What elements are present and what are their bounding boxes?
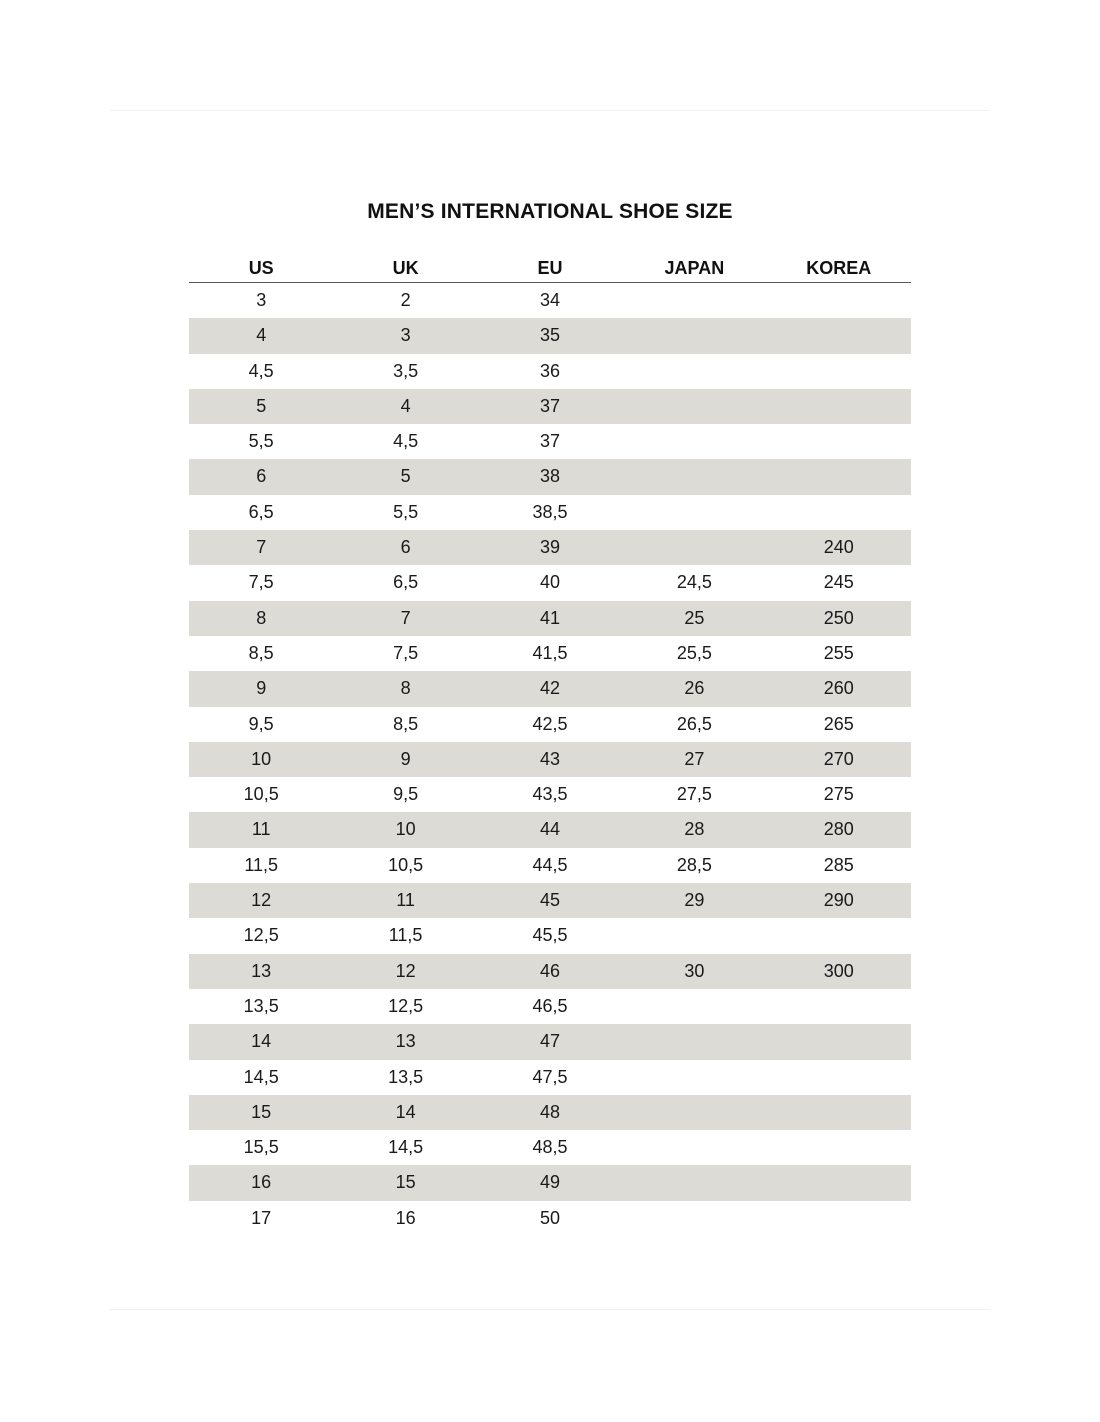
cell-eu: 44 xyxy=(539,819,560,840)
cell-korea xyxy=(767,1201,911,1236)
cell-us: 6,5 xyxy=(248,501,274,522)
table-row xyxy=(189,777,911,812)
cell-japan xyxy=(622,495,766,530)
cell-eu: 43 xyxy=(539,748,560,769)
table-row xyxy=(189,283,911,318)
cell-japan xyxy=(622,318,766,353)
cell-korea xyxy=(767,989,911,1024)
cell-japan xyxy=(622,1024,766,1059)
table-body xyxy=(189,283,911,1236)
cell-us: 8 xyxy=(256,607,267,628)
table-row xyxy=(189,530,911,565)
table-row xyxy=(189,459,911,494)
cell-uk: 4,5 xyxy=(393,431,419,452)
table-row xyxy=(189,812,911,847)
cell-korea: 255 xyxy=(823,642,854,663)
cell-japan xyxy=(622,918,766,953)
table-row xyxy=(189,495,911,530)
cell-uk: 5,5 xyxy=(393,501,419,522)
cell-japan: 25 xyxy=(684,607,705,628)
cell-korea xyxy=(767,354,911,389)
cell-japan xyxy=(622,1165,766,1200)
cell-eu: 47 xyxy=(539,1031,560,1052)
cell-eu: 50 xyxy=(539,1207,560,1228)
cell-eu: 39 xyxy=(539,537,560,558)
cell-uk: 6,5 xyxy=(393,572,419,593)
cell-uk: 15 xyxy=(395,1172,416,1193)
cell-korea xyxy=(767,1130,911,1165)
cell-uk: 14 xyxy=(395,1101,416,1122)
table-row xyxy=(189,883,911,918)
cell-japan xyxy=(622,989,766,1024)
cell-uk: 10 xyxy=(395,819,416,840)
cell-eu: 35 xyxy=(539,325,560,346)
cell-eu: 41 xyxy=(539,607,560,628)
cell-us: 5,5 xyxy=(248,431,274,452)
cell-uk: 3,5 xyxy=(393,360,419,381)
cell-japan xyxy=(622,1060,766,1095)
cell-eu: 37 xyxy=(539,395,560,416)
table-row xyxy=(189,1130,911,1165)
cell-us: 8,5 xyxy=(248,642,274,663)
table-row xyxy=(189,1060,911,1095)
cell-us: 14 xyxy=(251,1031,272,1052)
page-top-rule xyxy=(110,110,990,111)
cell-eu: 42 xyxy=(539,678,560,699)
cell-eu: 45 xyxy=(539,890,560,911)
cell-us: 12 xyxy=(251,890,272,911)
cell-uk: 3 xyxy=(400,325,411,346)
cell-japan: 29 xyxy=(684,890,705,911)
column-header-japan: JAPAN xyxy=(664,258,725,278)
cell-korea xyxy=(767,389,911,424)
column-header-korea: KOREA xyxy=(806,258,872,278)
cell-uk: 13 xyxy=(395,1031,416,1052)
cell-eu: 36 xyxy=(539,360,560,381)
page-bottom-rule xyxy=(110,1309,990,1310)
cell-uk: 9 xyxy=(400,748,411,769)
cell-eu: 41,5 xyxy=(532,642,568,663)
table-row xyxy=(189,354,911,389)
cell-us: 10,5 xyxy=(243,784,279,805)
cell-us: 15 xyxy=(251,1101,272,1122)
cell-uk: 12 xyxy=(395,960,416,981)
cell-us: 6 xyxy=(256,466,267,487)
cell-uk: 12,5 xyxy=(388,995,424,1016)
cell-japan xyxy=(622,1201,766,1236)
cell-japan: 26 xyxy=(684,678,705,699)
size-table xyxy=(189,250,911,1236)
cell-us: 11 xyxy=(251,819,271,840)
cell-japan: 24,5 xyxy=(676,572,712,593)
cell-japan xyxy=(622,459,766,494)
cell-korea: 265 xyxy=(823,713,854,734)
cell-japan xyxy=(622,1130,766,1165)
cell-us: 4,5 xyxy=(248,360,274,381)
table-row xyxy=(189,565,911,600)
cell-uk: 11,5 xyxy=(388,925,423,946)
table-row xyxy=(189,989,911,1024)
cell-korea xyxy=(767,495,911,530)
cell-us: 9 xyxy=(256,678,267,699)
cell-eu: 37 xyxy=(539,431,560,452)
cell-korea: 275 xyxy=(823,784,854,805)
cell-us: 4 xyxy=(256,325,267,346)
cell-eu: 40 xyxy=(539,572,560,593)
cell-us: 7 xyxy=(256,537,267,558)
cell-uk: 14,5 xyxy=(388,1137,424,1158)
cell-eu: 46 xyxy=(539,960,560,981)
cell-japan: 28,5 xyxy=(676,854,712,875)
cell-us: 5 xyxy=(256,395,267,416)
cell-japan xyxy=(622,389,766,424)
table-row xyxy=(189,848,911,883)
cell-korea xyxy=(767,1165,911,1200)
cell-korea: 240 xyxy=(823,537,854,558)
cell-japan xyxy=(622,354,766,389)
cell-us: 15,5 xyxy=(243,1137,279,1158)
table-row xyxy=(189,918,911,953)
table-row xyxy=(189,954,911,989)
cell-eu: 34 xyxy=(539,290,560,310)
cell-korea: 250 xyxy=(823,607,854,628)
cell-us: 13,5 xyxy=(243,995,279,1016)
column-header-us: US xyxy=(248,258,274,278)
cell-korea: 245 xyxy=(823,572,854,593)
cell-eu: 46,5 xyxy=(532,995,568,1016)
cell-korea: 280 xyxy=(823,819,854,840)
table-row xyxy=(189,707,911,742)
cell-eu: 48,5 xyxy=(532,1137,568,1158)
cell-us: 12,5 xyxy=(243,925,279,946)
cell-uk: 16 xyxy=(395,1207,416,1228)
cell-korea: 285 xyxy=(823,854,854,875)
cell-japan xyxy=(622,424,766,459)
cell-korea xyxy=(767,1024,911,1059)
cell-japan: 30 xyxy=(684,960,705,981)
cell-uk: 7,5 xyxy=(393,642,419,663)
table-row xyxy=(189,424,911,459)
cell-korea: 270 xyxy=(823,748,854,769)
cell-japan: 27,5 xyxy=(676,784,712,805)
column-header-uk: UK xyxy=(392,258,419,278)
table-row xyxy=(189,1165,911,1200)
cell-korea xyxy=(767,1095,911,1130)
column-header-eu: EU xyxy=(537,258,563,278)
table-row xyxy=(189,636,911,671)
cell-us: 16 xyxy=(251,1172,272,1193)
cell-uk: 4 xyxy=(400,395,411,416)
cell-japan xyxy=(622,1095,766,1130)
cell-eu: 49 xyxy=(539,1172,560,1193)
cell-korea xyxy=(767,1060,911,1095)
cell-eu: 45,5 xyxy=(532,925,568,946)
cell-uk: 8 xyxy=(400,678,411,699)
table-row xyxy=(189,601,911,636)
cell-japan: 26,5 xyxy=(676,713,712,734)
cell-us: 14,5 xyxy=(243,1066,279,1087)
cell-us: 3 xyxy=(256,290,267,310)
cell-us: 13 xyxy=(251,960,272,981)
cell-eu: 48 xyxy=(539,1101,560,1122)
cell-eu: 38 xyxy=(539,466,560,487)
cell-korea xyxy=(767,283,911,318)
cell-japan xyxy=(622,283,766,318)
cell-korea xyxy=(767,918,911,953)
cell-uk: 10,5 xyxy=(388,854,424,875)
table-row xyxy=(189,389,911,424)
cell-korea: 290 xyxy=(823,890,854,911)
cell-us: 11,5 xyxy=(244,854,279,875)
table-row xyxy=(189,1024,911,1059)
table-header-row xyxy=(189,250,911,283)
cell-japan: 28 xyxy=(684,819,705,840)
cell-japan: 25,5 xyxy=(676,642,712,663)
cell-uk: 5 xyxy=(400,466,411,487)
cell-uk: 2 xyxy=(400,290,411,310)
cell-korea xyxy=(767,318,911,353)
cell-korea xyxy=(767,424,911,459)
cell-uk: 13,5 xyxy=(388,1066,424,1087)
cell-japan xyxy=(622,530,766,565)
cell-eu: 42,5 xyxy=(532,713,568,734)
cell-uk: 8,5 xyxy=(393,713,419,734)
table-row xyxy=(189,1095,911,1130)
cell-uk: 7 xyxy=(400,607,411,628)
table-row xyxy=(189,1201,911,1236)
cell-us: 7,5 xyxy=(248,572,274,593)
table-row xyxy=(189,671,911,706)
cell-us: 10 xyxy=(251,748,272,769)
cell-korea: 300 xyxy=(823,960,854,981)
cell-korea xyxy=(767,459,911,494)
table-row xyxy=(189,742,911,777)
page-title: MEN’S INTERNATIONAL SHOE SIZE xyxy=(367,200,733,223)
cell-us: 9,5 xyxy=(248,713,274,734)
cell-eu: 47,5 xyxy=(532,1066,568,1087)
cell-uk: 9,5 xyxy=(393,784,419,805)
cell-japan: 27 xyxy=(684,748,705,769)
cell-eu: 43,5 xyxy=(532,784,568,805)
cell-eu: 38,5 xyxy=(532,501,568,522)
cell-uk: 11 xyxy=(396,890,415,911)
cell-korea: 260 xyxy=(823,678,854,699)
cell-us: 17 xyxy=(251,1207,272,1228)
table-row xyxy=(189,318,911,353)
cell-eu: 44,5 xyxy=(532,854,568,875)
cell-uk: 6 xyxy=(400,537,411,558)
